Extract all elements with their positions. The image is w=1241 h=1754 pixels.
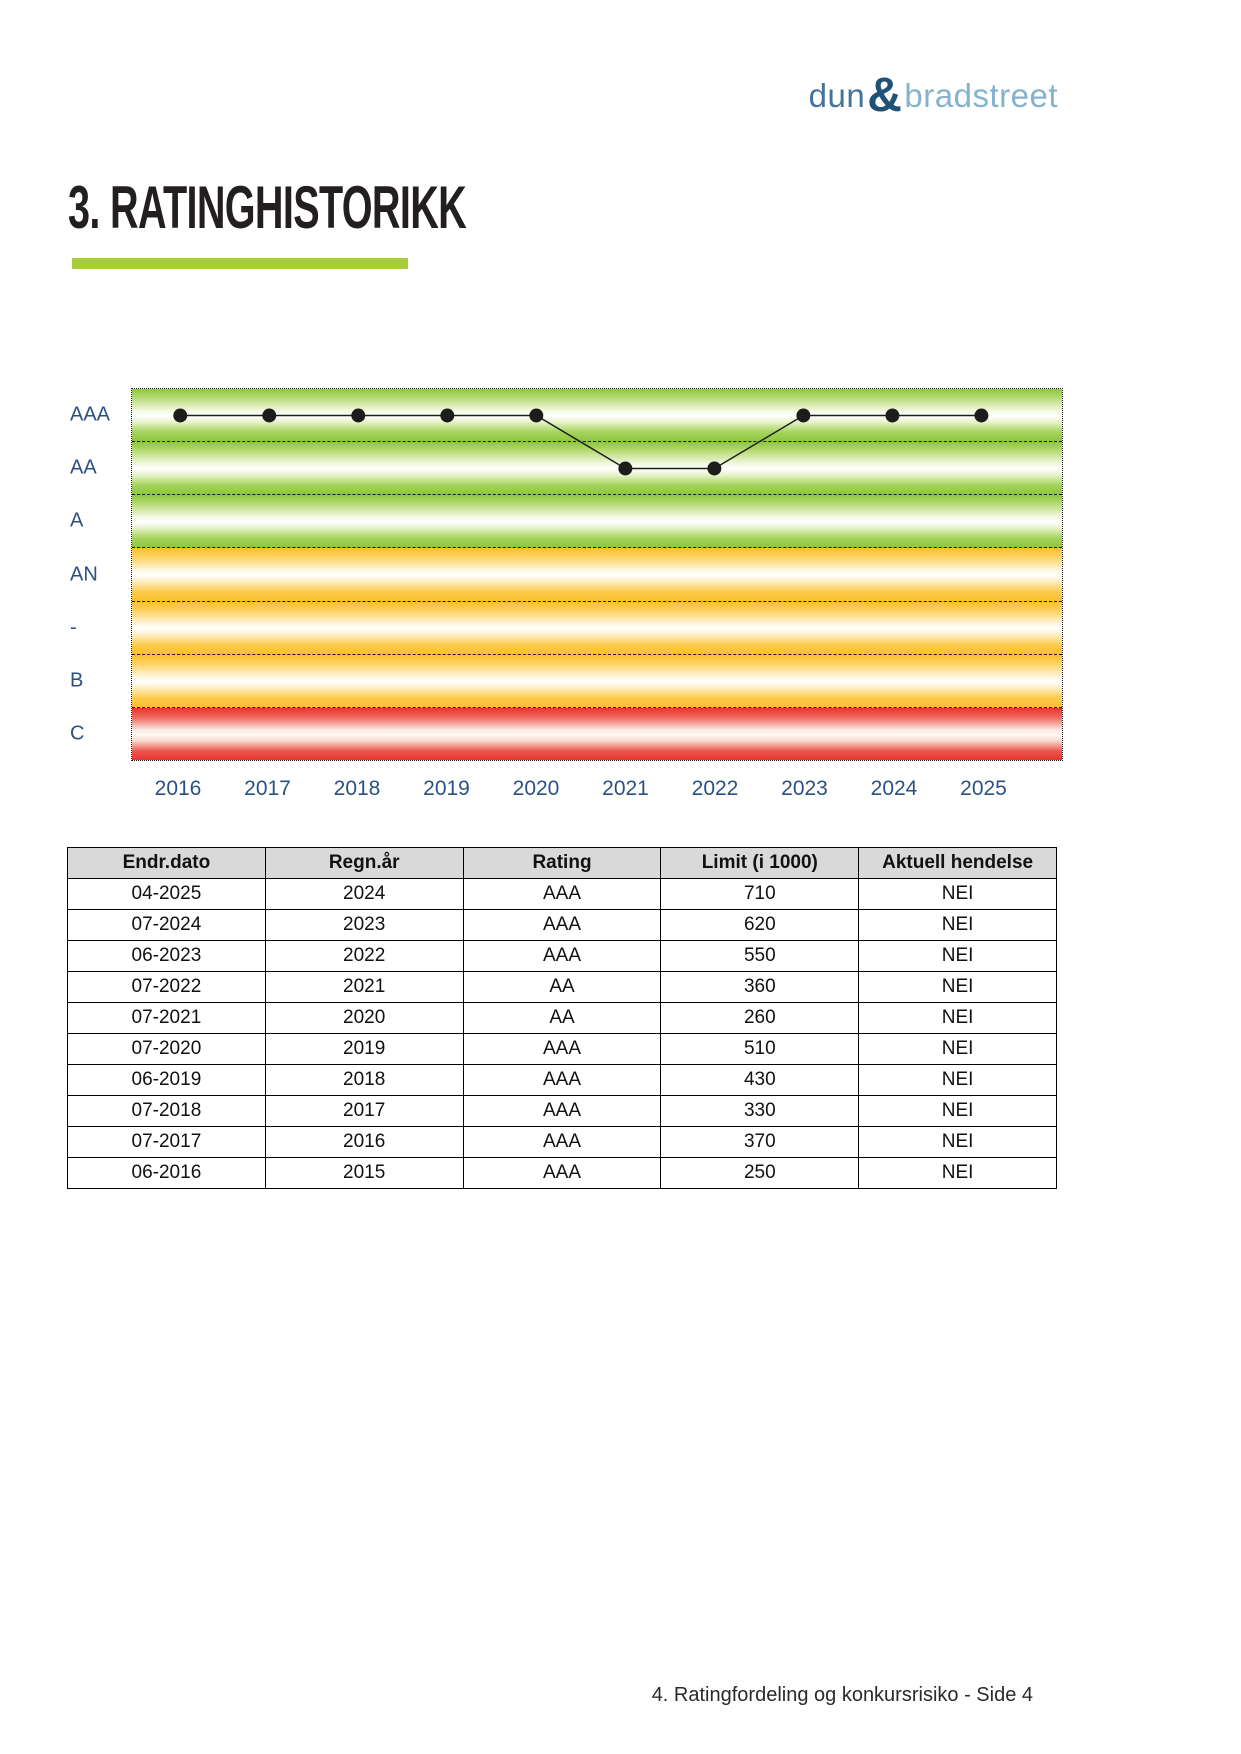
table-cell: 2019 xyxy=(265,1034,463,1065)
table-cell: AAA xyxy=(463,1158,661,1189)
data-point-marker xyxy=(351,409,365,423)
table-cell: 06-2016 xyxy=(68,1158,266,1189)
table-cell: AAA xyxy=(463,1127,661,1158)
table-cell: NEI xyxy=(859,1158,1057,1189)
table-cell: 2021 xyxy=(265,972,463,1003)
table-row xyxy=(68,1065,1057,1096)
table-row xyxy=(68,1034,1057,1065)
table-cell: AAA xyxy=(463,941,661,972)
table-cell: NEI xyxy=(859,1096,1057,1127)
table-header-cell: Rating xyxy=(463,848,661,879)
table-cell: 710 xyxy=(661,879,859,910)
table-cell: AAA xyxy=(463,1096,661,1127)
y-axis-label: - xyxy=(70,616,77,639)
table-cell: 06-2023 xyxy=(68,941,266,972)
table-cell: 2022 xyxy=(265,941,463,972)
data-point-marker xyxy=(796,409,810,423)
table-cell: 2017 xyxy=(265,1096,463,1127)
table-cell: NEI xyxy=(859,941,1057,972)
table-cell: 07-2018 xyxy=(68,1096,266,1127)
chart-y-axis xyxy=(70,388,131,761)
title-accent-bar xyxy=(72,258,408,269)
data-point-marker xyxy=(974,409,988,423)
x-axis-label: 2017 xyxy=(244,777,291,800)
table-cell: NEI xyxy=(859,1127,1057,1158)
data-point-marker xyxy=(707,462,721,476)
data-point-marker xyxy=(173,409,187,423)
table-header-cell: Limit (i 1000) xyxy=(661,848,859,879)
rating-history-chart xyxy=(70,388,1080,818)
chart-x-axis xyxy=(131,777,1063,805)
table-cell: 2023 xyxy=(265,910,463,941)
table-header-cell: Regn.år xyxy=(265,848,463,879)
rating-table xyxy=(67,847,1057,1189)
table-cell: 430 xyxy=(661,1065,859,1096)
table-row xyxy=(68,879,1057,910)
table-cell: 07-2020 xyxy=(68,1034,266,1065)
table-cell: 2015 xyxy=(265,1158,463,1189)
x-axis-label: 2019 xyxy=(423,777,470,800)
logo-ampersand-icon: & xyxy=(867,69,903,122)
table-row xyxy=(68,910,1057,941)
x-axis-label: 2020 xyxy=(512,777,560,800)
table-row xyxy=(68,1003,1057,1034)
table-cell: NEI xyxy=(859,910,1057,941)
table-cell: AAA xyxy=(463,1065,661,1096)
data-point-marker xyxy=(618,462,632,476)
table-cell: NEI xyxy=(859,1034,1057,1065)
table-cell: 370 xyxy=(661,1127,859,1158)
y-axis-label: AA xyxy=(70,456,97,479)
table-cell: 07-2022 xyxy=(68,972,266,1003)
data-point-marker xyxy=(440,409,454,423)
table-cell: 07-2024 xyxy=(68,910,266,941)
table-cell: 260 xyxy=(661,1003,859,1034)
table-header-cell: Endr.dato xyxy=(68,848,266,879)
table-cell: 620 xyxy=(661,910,859,941)
y-axis-label: C xyxy=(70,722,85,745)
x-axis-label: 2016 xyxy=(154,777,202,800)
rating-line xyxy=(180,416,981,469)
y-axis-label: A xyxy=(70,509,84,532)
table-cell: NEI xyxy=(859,1003,1057,1034)
dun-bradstreet-logo xyxy=(808,68,1058,122)
table-cell: 2016 xyxy=(265,1127,463,1158)
table-cell: 06-2019 xyxy=(68,1065,266,1096)
table-row xyxy=(68,972,1057,1003)
x-axis-label: 2023 xyxy=(781,777,828,800)
x-axis-label: 2021 xyxy=(602,777,649,800)
table-cell: AAA xyxy=(463,1034,661,1065)
table-cell: 04-2025 xyxy=(68,879,266,910)
logo-text-dun: dun xyxy=(808,77,866,114)
table-cell: 2018 xyxy=(265,1065,463,1096)
data-point-marker xyxy=(262,409,276,423)
x-axis-label: 2025 xyxy=(960,777,1007,800)
table-cell: AAA xyxy=(463,910,661,941)
page-footer: 4. Ratingfordeling og konkursrisiko - Side 4 xyxy=(651,1684,1033,1706)
table-cell: NEI xyxy=(859,879,1057,910)
table-cell: 330 xyxy=(661,1096,859,1127)
table-row xyxy=(68,941,1057,972)
chart-plot-area xyxy=(131,388,1063,761)
table-cell: AA xyxy=(463,1003,661,1034)
x-axis-label: 2024 xyxy=(870,777,918,800)
data-point-marker xyxy=(885,409,899,423)
table-cell: 510 xyxy=(661,1034,859,1065)
table-cell: AAA xyxy=(463,879,661,910)
data-point-marker xyxy=(529,409,543,423)
table-cell: 550 xyxy=(661,941,859,972)
table-cell: AA xyxy=(463,972,661,1003)
table-header-cell: Aktuell hendelse xyxy=(859,848,1057,879)
chart-line-series xyxy=(132,389,1062,760)
table-cell: NEI xyxy=(859,972,1057,1003)
table-header-row xyxy=(68,848,1057,879)
table-row xyxy=(68,1096,1057,1127)
rating-table-body xyxy=(68,879,1057,1189)
table-cell: 2020 xyxy=(265,1003,463,1034)
table-cell: 360 xyxy=(661,972,859,1003)
y-axis-label: B xyxy=(70,669,84,692)
table-cell: NEI xyxy=(859,1065,1057,1096)
rating-table-head xyxy=(68,848,1057,879)
table-cell: 250 xyxy=(661,1158,859,1189)
table-cell: 07-2017 xyxy=(68,1127,266,1158)
table-cell: 07-2021 xyxy=(68,1003,266,1034)
logo-text-bradstreet: bradstreet xyxy=(904,77,1058,114)
table-cell: 2024 xyxy=(265,879,463,910)
table-row xyxy=(68,1158,1057,1189)
y-axis-label: AAA xyxy=(70,403,111,426)
table-row xyxy=(68,1127,1057,1158)
y-axis-label: AN xyxy=(70,563,98,585)
page-title: 3. RATINGHISTORIKK xyxy=(68,174,467,241)
x-axis-label: 2018 xyxy=(333,777,381,800)
x-axis-label: 2022 xyxy=(691,777,739,800)
